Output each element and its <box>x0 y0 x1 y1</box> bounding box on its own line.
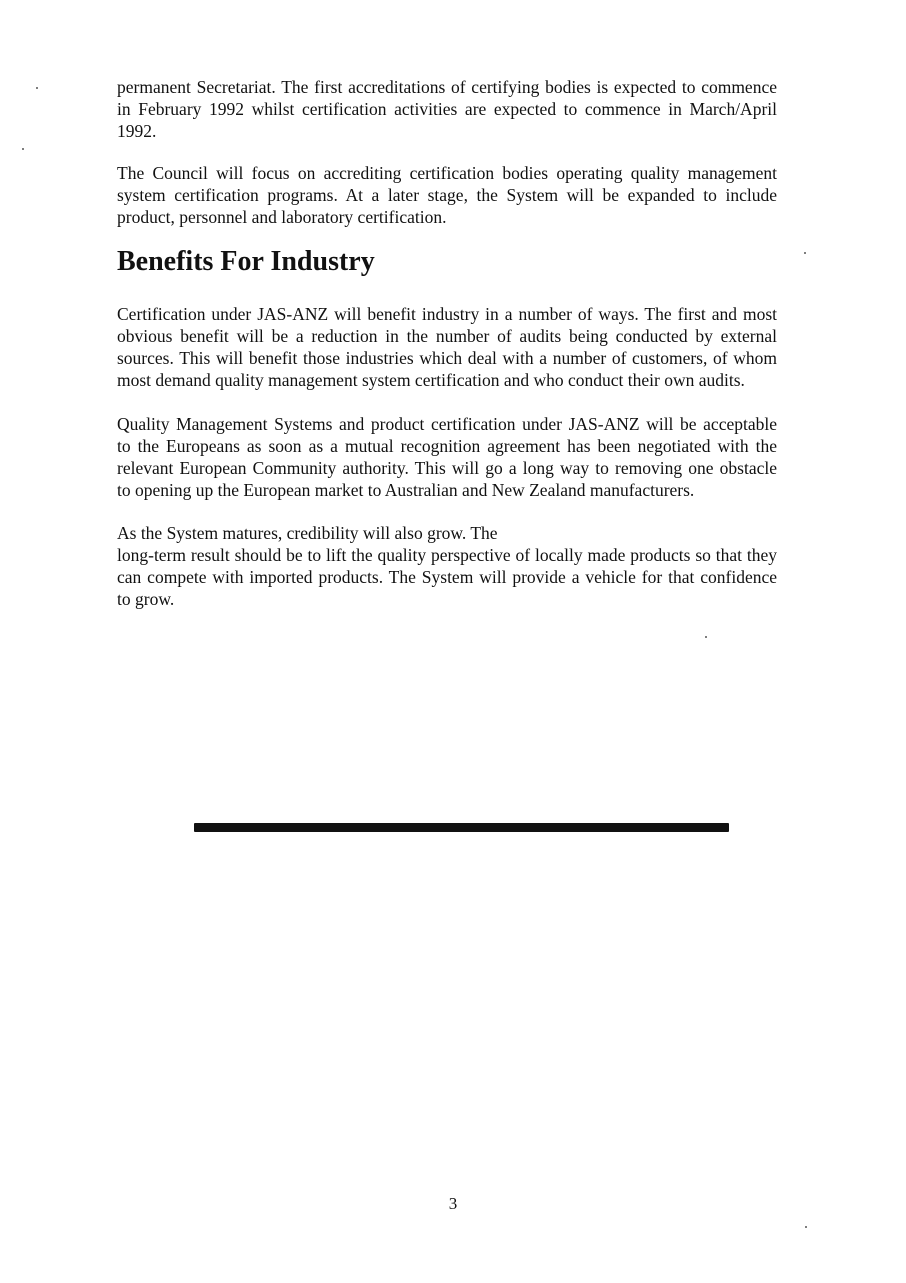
scan-speck <box>705 636 707 638</box>
text-line: permanent Secretariat. The first accreditations of certifying bodies is expected to commence <box>117 77 777 97</box>
text-line: relevant European Community authority. This will go a long way to removing one obstacle <box>117 458 777 478</box>
text-line: As the System matures, credibility will also grow. The <box>117 523 498 543</box>
text-line: product, personnel and laboratory certification. <box>117 207 447 227</box>
text-line: Certification under JAS-ANZ will benefit industry in a number of ways. The first and most <box>117 304 777 324</box>
text-line: in February 1992 whilst certification activities are expected to commence in March/April <box>117 99 777 119</box>
paragraph-certification-benefits <box>117 303 777 391</box>
text-line: obvious benefit will be a reduction in the number of audits being conducted by external <box>117 326 777 346</box>
scan-speck <box>805 1226 807 1228</box>
paragraph-council-focus <box>117 162 777 228</box>
paragraph-credibility <box>117 522 777 610</box>
text-line: to grow. <box>117 589 175 609</box>
horizontal-divider <box>194 823 729 832</box>
text-line: long-term result should be to lift the quality perspective of locally made products so that they <box>117 545 777 565</box>
text-line: can compete with imported products. The System will provide a vehicle for that confidence <box>117 567 777 587</box>
paragraph-secretariat <box>117 76 777 142</box>
text-line: most demand quality management system certification and who conduct their own audits. <box>117 370 745 390</box>
scan-speck <box>22 148 24 150</box>
text-line: 1992. <box>117 121 157 141</box>
section-heading: Benefits For Industry <box>117 246 375 277</box>
page-number: 3 <box>448 1194 458 1213</box>
scan-speck <box>804 252 806 254</box>
text-line: to the Europeans as soon as a mutual recognition agreement has been negotiated with the <box>117 436 777 456</box>
text-line: The Council will focus on accrediting certification bodies operating quality management <box>117 163 777 183</box>
scan-speck <box>36 87 38 89</box>
text-line: system certification programs. At a later stage, the System will be expanded to include <box>117 185 777 205</box>
paragraph-european-acceptance <box>117 413 777 501</box>
text-line: to opening up the European market to Australian and New Zealand manufacturers. <box>117 480 695 500</box>
text-line: sources. This will benefit those industries which deal with a number of customers, of whom <box>117 348 777 368</box>
text-line: Quality Management Systems and product certification under JAS-ANZ will be acceptable <box>117 414 777 434</box>
